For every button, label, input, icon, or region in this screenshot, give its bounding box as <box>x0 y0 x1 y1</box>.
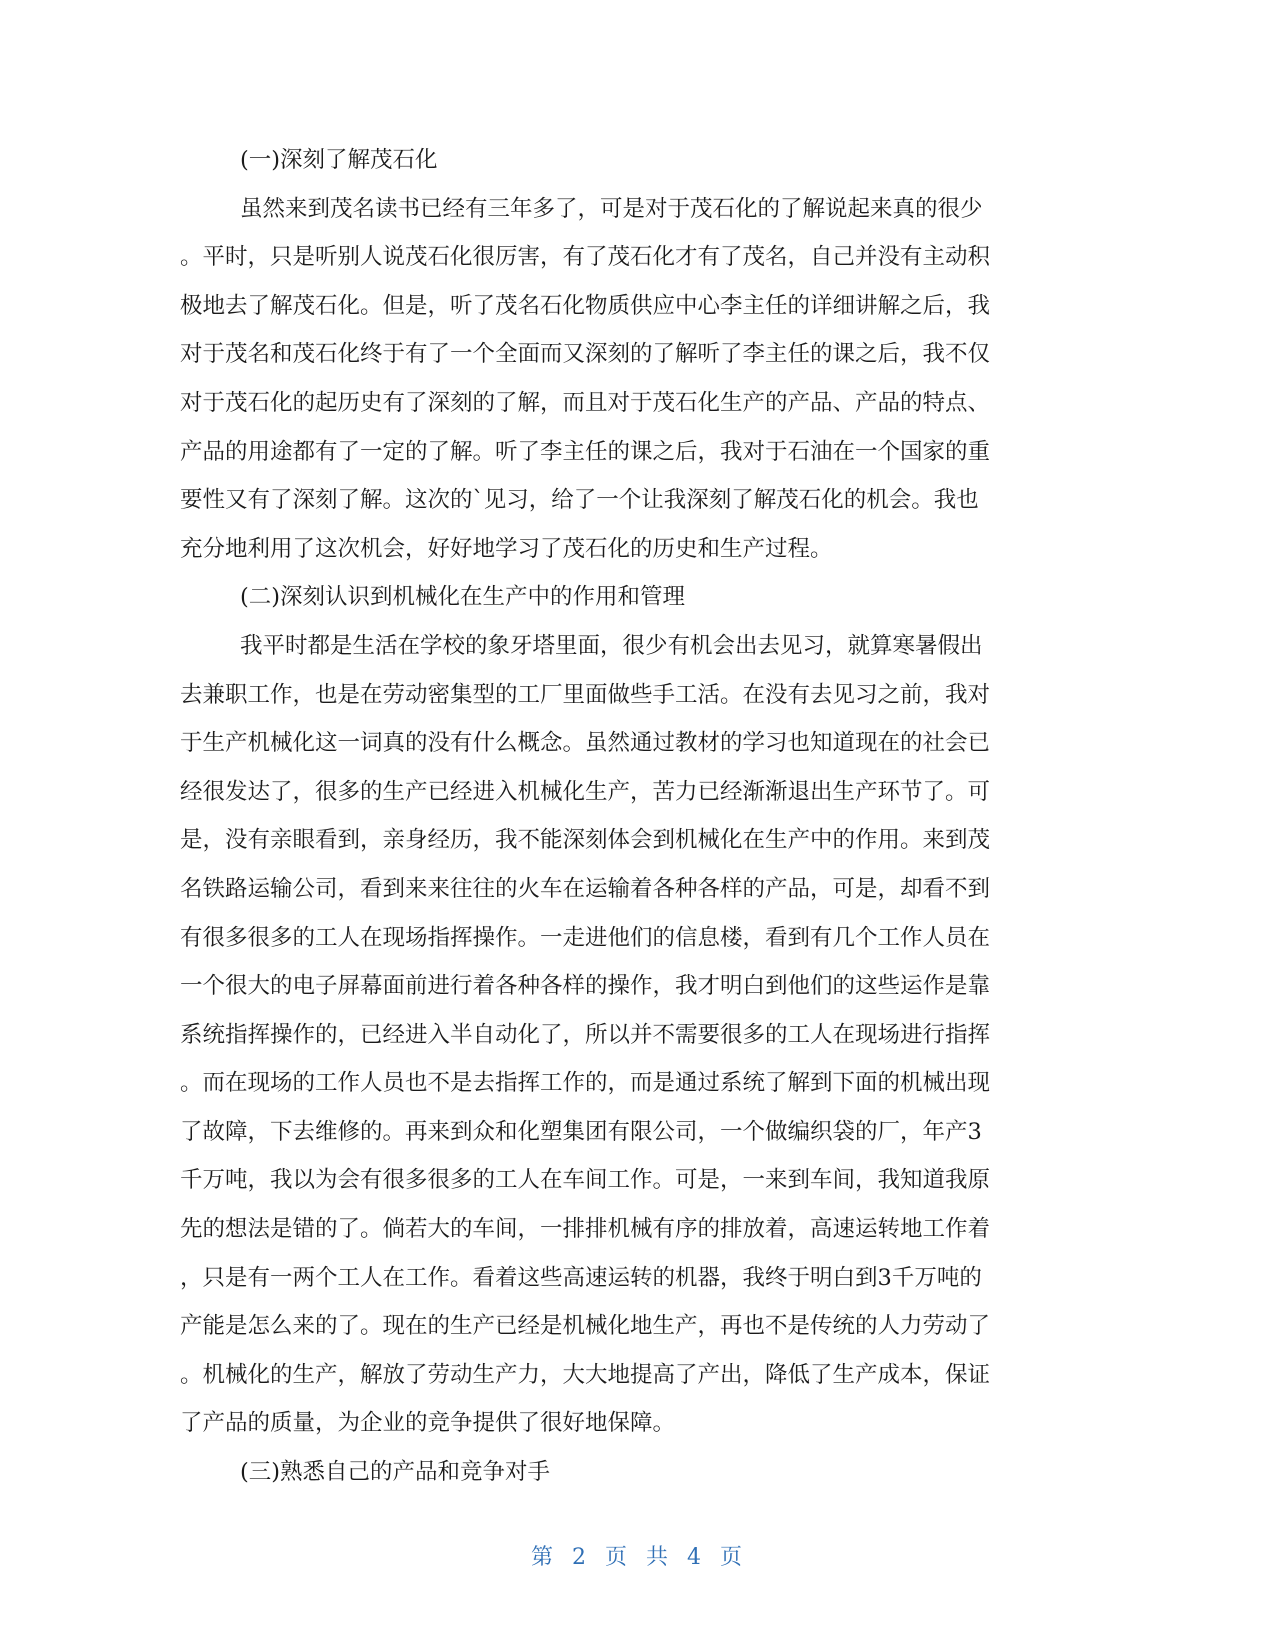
paragraph-line: 产品的用途都有了一定的了解。听了李主任的课之后，我对于石油在一个国家的重 <box>180 438 991 465</box>
document-body <box>180 136 1095 1497</box>
paragraph-line: 我平时都是生活在学校的象牙塔里面，很少有机会出去见习，就算寒暑假出 <box>240 632 983 659</box>
paragraph-line: 于生产机械化这一词真的没有什么概念。虽然通过教材的学习也知道现在的社会已 <box>180 730 991 757</box>
footer-gong: 共 <box>646 1545 671 1570</box>
paragraph-line: 先的想法是错的了。倘若大的车间，一排排机械有序的排放着，高速运转地工作着 <box>180 1216 991 1243</box>
paragraph-line: 了故障，下去维修的。再来到众和化塑集团有限公司，一个做编织袋的厂，年产3 <box>180 1118 982 1145</box>
section-heading-2: (二)深刻认识到机械化在生产中的作用和管理 <box>240 584 686 611</box>
paragraph-line: 。平时，只是听别人说茂石化很厉害，有了茂石化才有了茂名，自己并没有主动积 <box>180 244 991 271</box>
paragraph-line: 千万吨，我以为会有很多很多的工人在车间工作。可是，一来到车间，我知道我原 <box>180 1167 991 1194</box>
paragraph-line: ，只是有一两个工人在工作。看着这些高速运转的机器，我终于明白到3千万吨的 <box>180 1264 982 1291</box>
paragraph-line: 。机械化的生产，解放了劳动生产力，大大地提高了产出，降低了生产成本，保证 <box>180 1361 991 1388</box>
paragraph-line: 极地去了解茂石化。但是，听了茂名石化物质供应中心李主任的详细讲解之后，我 <box>180 292 991 319</box>
section-heading-1: (一)深刻了解茂石化 <box>240 147 438 173</box>
footer-ye: 页 <box>604 1545 629 1570</box>
section-heading-3: (三)熟悉自己的产品和竞争对手 <box>240 1459 551 1486</box>
footer-di: 第 <box>530 1545 555 1570</box>
paragraph-line: 要性又有了深刻了解。这次的`见习，给了一个让我深刻了解茂石化的机会。我也 <box>180 487 979 514</box>
paragraph-line: 一个很大的电子屏幕面前进行着各种各样的操作，我才明白到他们的这些运作是靠 <box>180 973 991 1000</box>
paragraph-line: 经很发达了，很多的生产已经进入机械化生产，苦力已经渐渐退出生产环节了。可 <box>180 778 991 805</box>
footer-total-pages: 4 <box>687 1545 704 1570</box>
footer-ye-2: 页 <box>720 1545 745 1570</box>
paragraph-line: 名铁路运输公司，看到来来往往的火车在运输着各种各样的产品，可是，却看不到 <box>180 875 991 902</box>
paragraph-line: 对于茂名和茂石化终于有了一个全面而又深刻的了解听了李主任的课之后，我不仅 <box>180 341 991 368</box>
footer-current-page: 2 <box>571 1545 588 1570</box>
paragraph-line: 是，没有亲眼看到，亲身经历，我不能深刻体会到机械化在生产中的作用。来到茂 <box>180 827 991 854</box>
paragraph-line: 产能是怎么来的了。现在的生产已经是机械化地生产，再也不是传统的人力劳动了 <box>180 1313 991 1340</box>
paragraph-line: 虽然来到茂名读书已经有三年多了，可是对于茂石化的了解说起来真的很少 <box>240 195 983 222</box>
paragraph-line: 充分地利用了这次机会，好好地学习了茂石化的历史和生产过程。 <box>180 535 833 562</box>
paragraph-line: 了产品的质量，为企业的竞争提供了很好地保障。 <box>180 1410 676 1437</box>
paragraph-line: 对于茂石化的起历史有了深刻的了解，而且对于茂石化生产的产品、产品的特点、 <box>180 389 991 416</box>
paragraph-line: 去兼职工作，也是在劳动密集型的工厂里面做些手工活。在没有去见习之前，我对 <box>180 681 991 708</box>
paragraph-line: 。而在现场的工作人员也不是去指挥工作的，而是通过系统了解到下面的机械出现 <box>180 1070 991 1097</box>
page-footer <box>0 1540 1275 1571</box>
paragraph-line: 系统指挥操作的，已经进入半自动化了，所以并不需要很多的工人在现场进行指挥 <box>180 1021 991 1048</box>
paragraph-line: 有很多很多的工人在现场指挥操作。一走进他们的信息楼，看到有几个工作人员在 <box>180 924 991 951</box>
